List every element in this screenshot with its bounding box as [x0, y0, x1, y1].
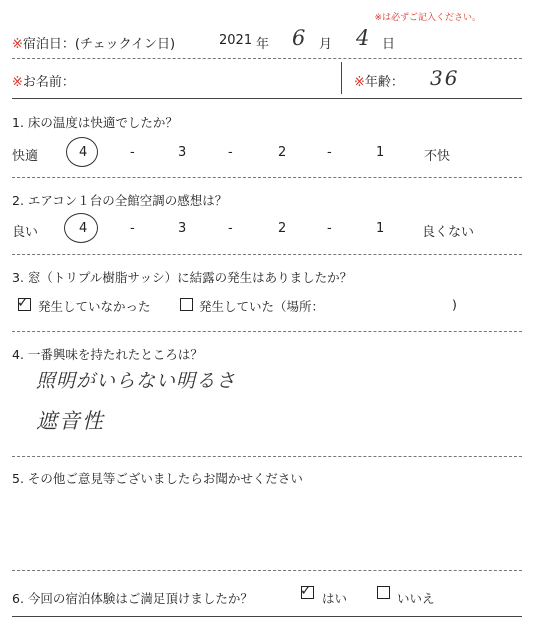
checkmark-icon: ✓	[17, 295, 29, 311]
q2-right-label: 良くない	[422, 225, 475, 240]
divider	[12, 58, 522, 59]
q3-close-paren: )	[452, 297, 457, 312]
q2-separator: -	[228, 221, 233, 236]
q2-option-1[interactable]: 1	[376, 221, 385, 236]
q3-option-yes[interactable]: 発生していた（場所：	[199, 299, 325, 314]
q5-question: 5. その他ご意見等ございましたらお聞かせください	[12, 471, 303, 486]
q1-left-label: 快適	[12, 149, 39, 164]
checkin-day-value: 4	[356, 26, 370, 50]
q6-option-no[interactable]: いいえ	[397, 591, 435, 606]
selection-circle-icon	[64, 213, 98, 243]
q3-option-no[interactable]: 発生していなかった	[38, 299, 151, 314]
divider	[12, 177, 522, 178]
q1-option-3[interactable]: 3	[178, 145, 187, 160]
q2-separator: -	[327, 221, 332, 236]
required-note: ※は必ずご記入ください。	[374, 13, 481, 23]
q6-option-yes[interactable]: はい	[322, 591, 348, 606]
checkin-day-unit: 日	[382, 37, 396, 52]
divider	[12, 331, 522, 332]
q5-answer-area[interactable]	[12, 490, 522, 565]
checkin-row	[12, 33, 175, 52]
q4-answer-line1: 照明がいらない明るさ	[36, 370, 237, 392]
checkmark-icon: ✓	[300, 583, 312, 599]
divider	[12, 456, 522, 457]
q1-separator: -	[130, 145, 135, 160]
age-value: 36	[430, 66, 460, 90]
q2-option-4[interactable]: 4	[79, 221, 88, 236]
q2-left-label: 良い	[12, 225, 39, 240]
q1-right-label: 不快	[424, 149, 451, 164]
checkin-year: 2021	[219, 33, 253, 48]
required-mark: ※	[354, 75, 365, 90]
q4-question: 4. 一番興味を持たれたところは？	[12, 347, 203, 362]
selection-circle-icon	[66, 137, 98, 167]
q1-option-1[interactable]: 1	[376, 145, 385, 160]
q6-question: 6. 今回の宿泊体験はご満足頂けましたか？	[12, 591, 253, 606]
divider	[12, 570, 522, 571]
divider	[12, 254, 522, 255]
q2-option-3[interactable]: 3	[178, 221, 187, 236]
age-label: 年齢：	[364, 75, 404, 90]
divider	[12, 98, 522, 99]
q2-question: 2. エアコン１台の全館空調の感想は？	[12, 193, 228, 208]
q3-yes-checkbox[interactable]	[180, 298, 193, 311]
required-mark: ※	[12, 75, 23, 90]
checkin-label: 宿泊日：(チェックイン日)	[22, 37, 176, 52]
divider	[12, 616, 522, 617]
q1-separator: -	[327, 145, 332, 160]
q3-question: 3. 窓（トリプル樹脂サッシ）に結露の発生はありましたか？	[12, 270, 353, 285]
checkin-month-value: 6	[292, 26, 306, 50]
q2-option-2[interactable]: 2	[278, 221, 287, 236]
age-field[interactable]	[354, 71, 404, 90]
q1-option-2[interactable]: 2	[278, 145, 287, 160]
q4-answer-line2: 遮音性	[36, 409, 105, 433]
required-mark: ※	[12, 37, 23, 52]
q6-no-checkbox[interactable]	[377, 586, 390, 599]
q1-separator: -	[228, 145, 233, 160]
name-label: お名前：	[22, 75, 75, 90]
checkin-year-unit: 年	[256, 37, 270, 52]
name-field[interactable]	[12, 71, 75, 90]
q2-separator: -	[130, 221, 135, 236]
field-separator	[341, 62, 342, 94]
q1-option-4[interactable]: 4	[79, 145, 88, 160]
checkin-month-unit: 月	[319, 37, 333, 52]
q1-question: 1. 床の温度は快適でしたか？	[12, 115, 178, 130]
